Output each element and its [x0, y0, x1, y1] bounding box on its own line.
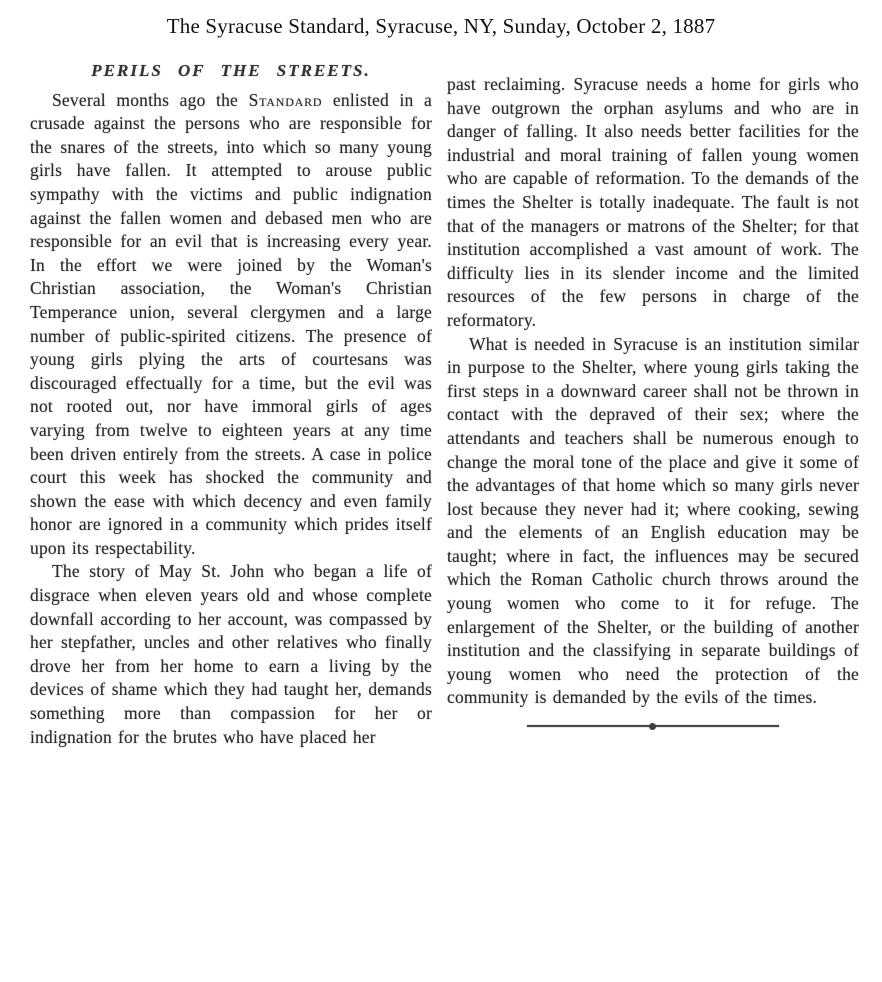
article-column-left [30, 59, 432, 749]
page-title: The Syracuse Standard, Syracuse, NY, Sunday, October 2, 1887 [166, 14, 716, 38]
article-headline: PERILS OF THE STREETS. [91, 61, 371, 80]
rule-dot-icon [649, 723, 656, 730]
paragraph [30, 89, 432, 561]
paragraph-text: The story of May St. John who began a life of disgrace when eleven years old and whose complete downfall according to her account, was compassed by her stepfather, uncles and other relatives who finally drove her from her home to earn a living by the devices of shame which they had taught her, demands something more than compassion for her or indignation for the brutes who have placed her [30, 561, 432, 747]
column-right-body [447, 73, 859, 710]
paragraph-text: enlisted in a crusade against the persons who are responsible for the snares of the streets, into which so many young girls have fallen. It attempted to arouse public sympathy with the victims and public indignation against the fallen women and debased men who are responsible for an evil that is increasing every year. In the effort we were joined by the Woman's Christian association, the Woman's Christian Temperance union, several clergymen and a large number of public-spirited citizens. The presence of young girls plying the arts of courtesans was discouraged effectually for a time, but the evil was not rooted out, nor have immoral girls of ages varying from twelve to eighteen years at any time been driven entirely from the streets. A case in police court this week has shocked the community and shown the ease with which decency and even family honor are ignored in a community which prides itself upon its respectability. [30, 89, 432, 558]
paragraph-text: What is needed in Syracuse is an institution similar in purpose to the Shelter, where young girls taking the first steps in a downward career shall not be thrown in contact with the depraved of their sex; where the attendants and teachers shall be numerous enough to change the moral tone of the place and give it some of the advantages of that home which so many girls never lost because they never had it; where cooking, sewing and the elements of an English education may be taught; where in fact, the influences may be secured which the Roman Catholic church throws around the young women who come to it for refuge. The enlargement of the Shelter, or the building of another institution and the classifying in separate buildings of young women who need the protection of the community is demanded by the evils of the times. [447, 333, 859, 708]
publication-name-smallcaps: Standard [248, 89, 323, 110]
column-left-body [30, 89, 432, 750]
paragraph-text: Several months ago the [52, 89, 249, 110]
paragraph [30, 560, 432, 749]
paragraph-text: past reclaiming. Syracuse needs a home for girls who have outgrown the orphan asylums and who are in danger of falling. It also needs better facilities for the industrial and moral training of fallen young women who are capable of reformation. To the demands of the times the Shelter is totally inadequate. The fault is not that of the managers or matrons of the Shelter; for that institution accomplished a vast amount of work. The difficulty lies in its slender income and the limited resources of the few persons in charge of the reformatory. [447, 74, 859, 330]
paragraph [447, 333, 859, 711]
article-column-right [447, 59, 859, 731]
paragraph [447, 73, 859, 333]
article [0, 39, 882, 749]
end-rule-divider [527, 722, 779, 731]
